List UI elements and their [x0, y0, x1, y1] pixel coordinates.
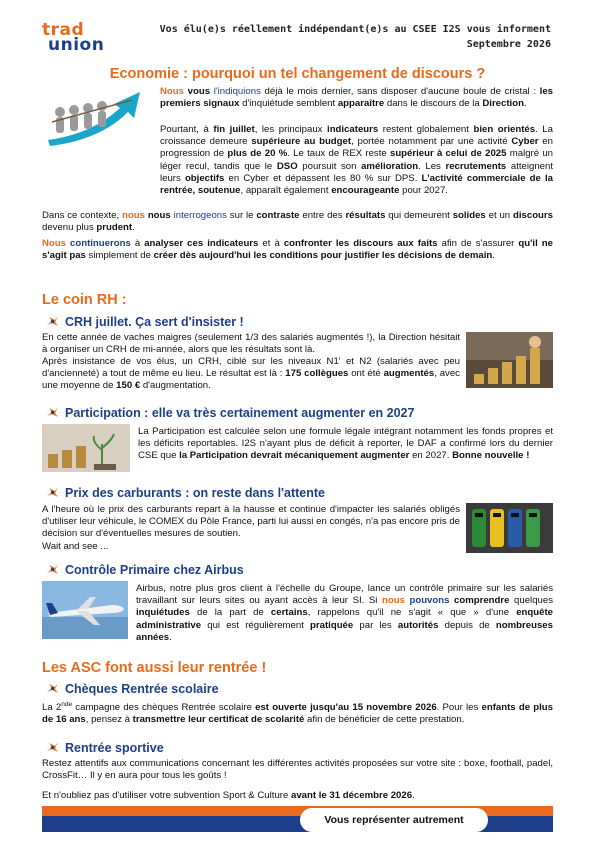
text-run: depuis de: [438, 619, 496, 631]
text-run: . Pour les: [436, 702, 482, 714]
text-run: indicateurs: [327, 124, 379, 135]
text-run: afin de bénéficier de cette prestation.: [304, 714, 465, 726]
rich-text: [160, 86, 553, 109]
text-run: augmentés: [383, 368, 435, 380]
text-run: Nous: [42, 238, 66, 249]
text-run: vous: [183, 86, 214, 97]
text-run: en Cyber et dépassent les 80 % sur DPS.: [224, 172, 422, 184]
text-run: avant le 31 décembre 2026: [290, 790, 413, 801]
logo-line1: trad: [42, 20, 85, 40]
text-run: en progression de: [160, 136, 553, 160]
text-run: ont été: [348, 368, 384, 380]
text-run: déjà le mois dernier, sans disposer d'aucune boule de cristal :: [260, 86, 540, 97]
carburants-title-row: [46, 486, 325, 500]
tradunion-logo: [42, 20, 112, 54]
text-run: .: [169, 631, 172, 643]
compass-bullet-icon: [46, 486, 59, 498]
text-run: . Le taux de REX reste: [287, 148, 390, 160]
airbus-plane-image: [42, 581, 128, 639]
text-run: recrutements: [445, 160, 507, 172]
asc-section-title: Les ASC font aussi leur rentrée !: [42, 660, 267, 676]
text-run: contraste: [256, 210, 300, 221]
text-run: l'indiquions: [213, 86, 261, 97]
text-run: Wait and see ...: [42, 541, 109, 552]
text-run: poursuit son: [297, 160, 362, 172]
text-run: interrogeons: [173, 210, 227, 221]
text-run: enquête administrative: [136, 607, 553, 631]
text-run: apparaître: [337, 98, 385, 110]
fuel-nozzles-image: [466, 503, 553, 553]
text-run: la Participation devrait mécaniquement augmenter: [179, 450, 410, 462]
text-run: L'activité commerciale de la rentrée, soutenue: [160, 172, 553, 197]
text-run: confronter les discours aux faits: [283, 238, 438, 249]
text-run: certains: [270, 607, 308, 619]
text-run: objectifs: [184, 172, 225, 184]
text-run: plus de 20 %: [227, 148, 288, 160]
rh-section-title: Le coin RH :: [42, 292, 127, 308]
text-run: quelques: [509, 595, 553, 607]
text-run: devenu plus: [42, 222, 97, 234]
airbus-title-row: [46, 563, 244, 577]
text-run: restent globalement: [378, 124, 474, 135]
text-run: créer dès aujourd'hui les conditions pour justifier les décisions de demain: [153, 250, 493, 262]
text-run: Cyber: [511, 136, 539, 148]
text-run: enfants de plus de 16 ans: [42, 702, 553, 726]
text-run: Nous: [160, 86, 184, 97]
text-run: nombreuses années: [136, 619, 553, 643]
text-run: continuerons: [65, 238, 131, 249]
text-run: par les: [353, 619, 398, 631]
text-run: 175 collègues: [285, 368, 349, 380]
text-run: 150 €: [116, 380, 141, 392]
text-run: de la part de: [189, 607, 271, 619]
text-run: supérieur à celui de 2025: [389, 148, 507, 160]
text-run: Pourtant, à: [160, 124, 214, 135]
airbus-title: Contrôle Primaire chez Airbus: [65, 563, 244, 577]
logo-line2: union: [48, 35, 105, 55]
text-run: discours: [513, 210, 553, 221]
compass-bullet-icon: [46, 315, 59, 327]
crh-paragraph-2: [42, 356, 460, 393]
team-pulling-arrow-image: [42, 86, 152, 148]
coins-plant-image: [42, 424, 130, 472]
cheques-title-row: [46, 682, 219, 696]
carburants-title: Prix des carburants : on reste dans l'attente: [65, 486, 325, 500]
text-run: pouvons: [404, 595, 450, 607]
compass-bullet-icon: [46, 682, 59, 694]
text-run: .: [492, 250, 495, 262]
text-run: bien orientés: [473, 124, 536, 135]
text-run: sur le: [226, 210, 257, 221]
header-tagline: Vos élu(e)s réellement indépendant(e)s au CSEE I2S vous informent: [159, 24, 551, 35]
text-run: , avec une moyenne de: [42, 368, 460, 392]
rich-text: [42, 702, 553, 725]
text-run: solides: [452, 210, 486, 221]
participation-title-row: [46, 406, 414, 420]
text-run: Dans ce contexte,: [42, 210, 123, 221]
text-run: analyser ces indicateurs: [144, 238, 259, 249]
text-run: d'inquiétude semblent: [239, 98, 338, 110]
text-run: inquiétudes: [136, 607, 190, 619]
sport-paragraph-1: [42, 758, 553, 782]
compass-bullet-icon: [46, 741, 59, 753]
text-run: fin juillet: [213, 124, 255, 135]
rich-text: [42, 758, 553, 781]
text-run: pour 2027.: [399, 185, 448, 197]
crh-title: CRH juillet. Ça sert d'insister !: [65, 315, 244, 329]
text-run: qui est régulièrement: [201, 619, 311, 631]
text-run: , apparaît également: [240, 185, 332, 197]
text-run: , les principaux: [254, 124, 328, 135]
text-run: nous: [144, 210, 174, 221]
text-run: qui demeurent: [385, 210, 453, 221]
sport-title-row: [46, 741, 164, 755]
participation-title: Participation : elle va très certainement augmenter en 2027: [65, 406, 415, 420]
text-run: et à: [258, 238, 284, 249]
text-run: .: [412, 790, 415, 801]
header-date: Septembre 2026: [466, 39, 551, 50]
text-run: .: [132, 222, 135, 234]
compass-bullet-icon: [46, 563, 59, 575]
rich-text: [42, 790, 415, 801]
rich-text: [160, 124, 553, 196]
text-run: , portée notamment par une activité: [351, 136, 512, 148]
participation-paragraph: [138, 426, 553, 463]
rich-text: [138, 426, 553, 461]
economie-title: Economie : pourquoi un tel changement de discours ?: [109, 66, 486, 82]
text-run: Airbus, notre plus gros client à l'échelle du Groupe, lance un contrôle primaire sur les salariés travaillant sur leurs sites ou ayant accès à leur SI. Si: [136, 583, 553, 607]
text-run: . La croissance demeure: [160, 124, 553, 148]
text-run: . Les: [418, 160, 446, 172]
text-run: En cette année de vaches maigres (seulement 1/3 des salariés augmentés !), la Direction hésitait à organiser un CRH de mi-année, alors que les résultats sont là.: [42, 332, 460, 356]
cheques-paragraph: [42, 699, 553, 727]
text-run: et un: [485, 210, 513, 221]
text-run: La Participation est calculée selon une formule légale intégrant notamment les fonds propres et les déficits reportables. I2S n'ayant plus de déficit à reporter, le DAF a confirmé lors du dernier CSE que: [138, 426, 553, 462]
text-run: La 2: [42, 702, 62, 714]
airbus-paragraph: [136, 583, 553, 644]
text-run: dans le discours de la: [384, 98, 483, 110]
text-run: Et n'oubliez pas d'utiliser votre subvention Sport & Culture: [42, 790, 291, 801]
text-run: autorités: [397, 619, 439, 631]
rich-text: [42, 356, 460, 391]
text-run: , rappelons qu'il ne s'agit « que » d'une: [307, 607, 517, 619]
text-run: amélioration: [361, 160, 419, 172]
text-run: nous: [381, 595, 405, 607]
text-run: DSO: [276, 160, 298, 172]
text-run: .: [523, 98, 527, 110]
economie-paragraph-4: [42, 238, 553, 262]
rich-text: [136, 583, 553, 643]
text-run: campagne des chèques Rentrée scolaire: [72, 702, 256, 714]
rich-text: [42, 332, 460, 355]
rich-text: [42, 210, 553, 233]
text-run: prudent: [96, 222, 133, 234]
crh-title-row: [46, 315, 244, 329]
coins-stack-image: [466, 332, 553, 388]
text-run: afin de s'assurer: [437, 238, 519, 249]
text-run: Direction: [482, 98, 524, 110]
sport-title: Rentrée sportive: [65, 741, 164, 755]
text-run: supérieure au budget: [251, 136, 352, 148]
text-run: en 2027.: [409, 450, 453, 462]
text-run: Restez attentifs aux communications concernant les différentes activités proposées sur votre site : boxe, football, padel, CrossFit… Il y en aura pour tous les goûts !: [42, 758, 553, 782]
text-run: d'augmentation.: [140, 380, 211, 392]
text-run: atteignent leurs: [160, 160, 554, 184]
text-run: entre des: [299, 210, 346, 221]
rich-text: [42, 504, 460, 539]
sport-paragraph-2: [42, 790, 553, 802]
carburants-paragraph-1: [42, 504, 460, 541]
text-run: nous: [122, 210, 145, 221]
text-run: Bonne nouvelle !: [452, 450, 530, 462]
cheques-title: Chèques Rentrée scolaire: [65, 682, 219, 696]
text-run: à: [130, 238, 145, 249]
text-run: A l'heure où le prix des carburants repart à la hausse et continue d'impacter les salariés obligés d'utiliser leur véhicule, le COMEX du Pôle France, parti lui aussi en congés, n'a pas encore pris de décision sur d'éventuelles mesures de soutien.: [42, 504, 460, 540]
text-run: simplement de: [85, 250, 154, 262]
text-run: nde: [61, 701, 73, 708]
rich-text: [42, 238, 553, 261]
text-run: qu'il ne s'agit pas: [42, 238, 553, 262]
crh-paragraph-1: [42, 332, 460, 356]
footer-slogan: Vous représenter autrement: [300, 808, 488, 832]
text-run: encourageante: [331, 185, 400, 197]
compass-bullet-icon: [46, 406, 59, 418]
text-run: transmettre leur certificat de scolarité: [132, 714, 305, 726]
text-run: , pensez à: [85, 714, 133, 726]
text-run: malgré un léger recul, tandis que le: [160, 148, 553, 172]
text-run: les premiers signaux: [160, 86, 553, 110]
text-run: pratiquée: [310, 619, 354, 631]
text-run: Après insistance de vos élus, un CRH, ciblé sur les niveaux N1' et N2 (salariés avec peu d'ancienneté) a tout de même eu lieu. Le résultat est là :: [42, 356, 460, 380]
carburants-paragraph-2: [42, 541, 460, 553]
text-run: résultats: [345, 210, 386, 221]
economie-paragraph-3: [42, 210, 553, 234]
rich-text: [42, 541, 108, 552]
text-run: est ouverte jusqu'au 15 novembre 2026: [255, 702, 437, 714]
economie-paragraph-1: [160, 86, 553, 110]
text-run: comprendre: [454, 595, 510, 607]
economie-paragraph-2a: [160, 124, 553, 197]
